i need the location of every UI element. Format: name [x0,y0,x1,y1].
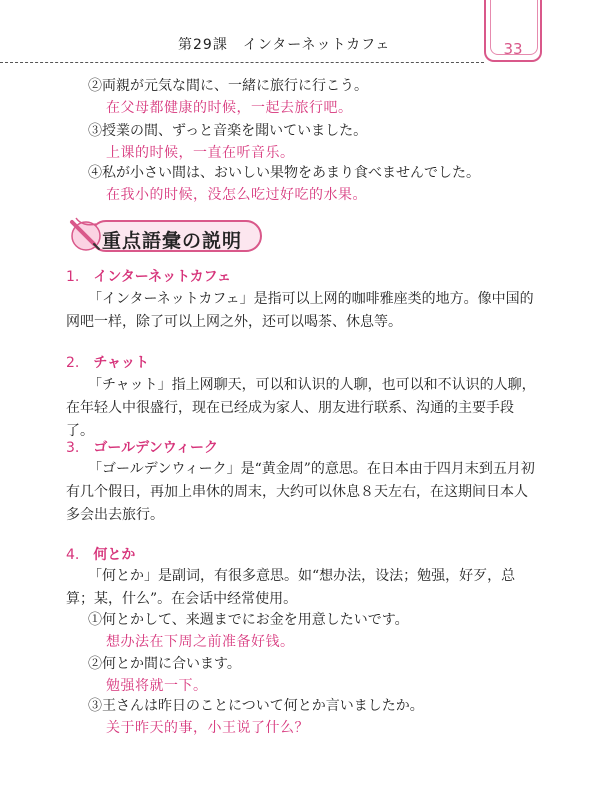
item-body: 「インターネットカフェ」是指可以上网的咖啡雅座类的地方。像中国的网吧一样，除了可以上网之外，还可以喝茶、休息等。 [66,291,534,330]
example-zh: 上课的时候，一直在听音乐。 [106,145,295,161]
item-title: ゴールデンウィーク [93,440,218,456]
section-banner [66,214,266,256]
example-ja: ③王さんは昨日のことについて何とか言いましたか。 [88,698,424,714]
example-zh: 在我小的时候，没怎么吃过好吃的水果。 [106,187,367,203]
item-body: 「ゴールデンウィーク」是“黄金周”的意思。在日本由于四月末到五月初有几个假日，再加上串休的周末，大约可以休息８天左右，在这期间日本人多会出去旅行。 [66,461,535,523]
pencil-icon [66,214,106,256]
example-zh: 勉强将就一下。 [106,678,208,694]
item-heading [66,266,231,286]
item-heading [66,437,218,457]
item-number: 2. [66,355,80,371]
section-title: 重点語彙の説明 [102,230,243,252]
example-zh: 在父母都健康的时候，一起去旅行吧。 [106,100,353,116]
example-ja: ①何とかして、来週までにお金を用意したいです。 [88,612,409,628]
example-ja: ④私が小さい間は、おいしい果物をあまり食べませんでした。 [88,165,480,181]
item-number: 1. [66,269,80,285]
example-ja: ③授業の間、ずっと音楽を聞いていました。 [88,123,368,139]
example-ja: ②何とか間に合います。 [88,656,241,672]
header-divider [0,62,484,63]
example-zh: 关于昨天的事，小王说了什么？ [106,720,309,736]
item-heading [66,544,135,564]
page-number: 33 [503,40,523,58]
item-body: 「何とか」是副词，有很多意思。如“想办法，设法；勉强，好歹，总算；某，什么”。在会话中经常使用。 [66,568,516,607]
page-tab [484,0,542,62]
item-title: インターネットカフェ [93,269,231,285]
item-number: 3. [66,440,80,456]
chapter-title: 第29課 インターネットカフェ [178,37,391,53]
item-number: 4. [66,547,80,563]
item-title: チャット [93,355,149,371]
example-ja: ②両親が元気な間に、一緒に旅行に行こう。 [88,78,368,94]
item-title: 何とか [93,547,136,563]
item-heading [66,352,149,372]
item-body: 「チャット」指上网聊天，可以和认识的人聊，也可以和不认识的人聊，在年轻人中很盛行，现在已经成为家人、朋友进行联系、沟通的主要手段了。 [66,377,536,439]
example-zh: 想办法在下周之前准备好钱。 [106,634,295,650]
